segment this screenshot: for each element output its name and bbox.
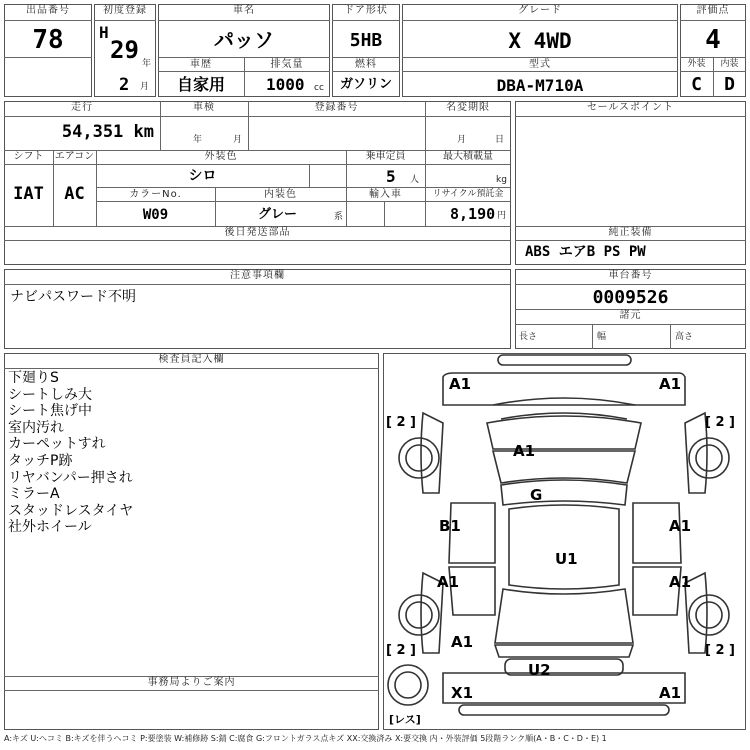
interior-grade-label: 内装 [720, 59, 739, 69]
notes-box [4, 269, 511, 349]
dimensions-label: 諸元 [619, 310, 642, 321]
history-label: 車歴 [190, 59, 212, 70]
name-change-label: 名変期限 [446, 102, 490, 113]
model-code-label: 型式 [529, 59, 551, 70]
max-load-label: 最大積載量 [443, 151, 493, 162]
inspector-note: シートしみ大 [8, 386, 92, 403]
inspector-notes-list [8, 370, 133, 536]
genuine-label: 純正装備 [608, 227, 653, 238]
car-name-value: パッソ [214, 28, 274, 52]
yen-unit: 円 [497, 211, 507, 221]
era-value: H [99, 23, 109, 42]
recycle-value: 8,190 [450, 205, 496, 223]
inspector-label: 検査員記入欄 [158, 354, 225, 365]
office-label: 事務局よりご案内 [147, 677, 236, 688]
capacity-label: 乗車定員 [365, 151, 406, 162]
first-registration-label: 初度登録 [103, 5, 147, 16]
int-color-label: 内装色 [264, 189, 297, 200]
name-change-day-unit: 日 [495, 135, 505, 145]
inspection-month-unit: 月 [233, 135, 243, 145]
mark-windshield: G [530, 486, 543, 504]
chassis-label: 車台番号 [608, 270, 653, 281]
inspector-note: リヤバンパー押され [8, 469, 133, 486]
genuine-value: ABS エアB PS PW [525, 244, 646, 260]
inspector-note: カーペットすれ [8, 436, 106, 453]
year-unit: 年 [142, 59, 152, 69]
bracket-rear-right: [ 2 ] [705, 643, 735, 658]
aircon-value: AC [64, 184, 85, 204]
car-damage-diagram [383, 353, 746, 730]
import-label: 輸入車 [369, 189, 402, 200]
exterior-grade-label: 外装 [687, 59, 706, 69]
mark-rear-left: X1 [451, 684, 474, 702]
kg-unit: kg [496, 175, 507, 185]
legend-text: A:キズ U:ヘコミ B:キズを伴うヘコミ P:要塗装 W:補修跡 S:錆 C:腐食 G:フロントガラス点キズ XX:交換済み X:要交換 内・外装評価 5段階ランク順(A・B・C・D・E) 1 [4, 734, 607, 743]
mark-right-front-door: A1 [669, 517, 692, 535]
car-name-label: 車名 [233, 5, 255, 16]
inspector-note: 社外ホイール [8, 519, 92, 536]
interior-grade-value: D [724, 74, 735, 95]
mark-left-rear-quarter: A1 [451, 633, 474, 651]
mark-roof: U1 [555, 550, 578, 568]
grade-label: グレード [518, 5, 562, 16]
mark-front-right: A1 [659, 375, 682, 393]
month-value: 2 [119, 75, 130, 95]
fuel-label: 燃料 [355, 59, 377, 70]
later-parts-label: 後日発送部品 [224, 227, 291, 238]
history-value: 自家用 [176, 75, 225, 94]
int-color-value: グレー [258, 207, 298, 222]
aircon-label: エアコン [54, 151, 95, 162]
score-value: 4 [705, 25, 721, 55]
ext-color-label: 外装色 [204, 151, 238, 162]
inspector-note: 室内汚れ [8, 419, 64, 436]
month-unit: 月 [140, 82, 150, 92]
inspection-label: 車検 [193, 102, 215, 113]
inspector-note: 下廻りS [8, 370, 59, 386]
door-value: 5HB [349, 30, 383, 51]
lot-number-label: 出品番号 [26, 5, 70, 16]
capacity-value: 5 [386, 167, 396, 186]
mark-left-front-door: B1 [439, 517, 461, 535]
color-no-label: カラーNo. [129, 189, 182, 200]
mark-rear-right: A1 [659, 684, 682, 702]
grade-value: X 4WD [508, 29, 572, 53]
person-unit: 人 [410, 175, 420, 185]
inspector-note: シート焦げ中 [8, 403, 92, 420]
height-label: 高さ [675, 332, 694, 342]
displacement-label: 排気量 [270, 59, 304, 70]
reg-no-label: 登録番号 [314, 102, 359, 113]
mark-right-rear-door: A1 [669, 573, 692, 591]
score-label: 評価点 [696, 5, 730, 16]
spare-tire-label: [レス] [389, 713, 421, 726]
fuel-value: ガソリン [339, 77, 392, 92]
mark-rear-bumper: U2 [528, 661, 551, 679]
mark-front-left: A1 [449, 375, 472, 393]
notes-value: ナビパスワード不明 [10, 289, 136, 305]
model-code-value: DBA-M710A [496, 76, 584, 95]
mark-hood: A1 [513, 442, 536, 460]
name-change-month-unit: 月 [457, 135, 467, 145]
length-label: 長さ [519, 332, 538, 342]
mileage-label: 走行 [71, 102, 93, 113]
color-no-value: W09 [142, 207, 169, 223]
shift-value: IAT [13, 184, 44, 204]
exterior-grade-value: C [691, 74, 702, 95]
shift-label: シフト [13, 151, 44, 162]
bracket-rear-left: [ 2 ] [386, 643, 416, 658]
notes-label: 注意事項欄 [230, 270, 285, 281]
ext-color-value: シロ [188, 168, 217, 184]
inspection-year-unit: 年 [193, 135, 203, 145]
mileage-value: 54,351 km [61, 122, 154, 142]
inspector-note: タッチP跡 [8, 452, 73, 469]
year-value: 29 [110, 36, 139, 64]
series-unit: 系 [334, 212, 344, 222]
sales-point-label: セールスポイント [586, 102, 675, 113]
inspector-note: スタッドレスタイヤ [8, 502, 134, 519]
recycle-label: リサイクル預託金 [432, 189, 504, 199]
bracket-front-left: [ 2 ] [386, 415, 416, 430]
displacement-value: 1000 [266, 75, 305, 94]
inspector-note: ミラーA [8, 486, 60, 503]
cc-unit: cc [314, 83, 324, 93]
lot-number-value: 78 [32, 25, 64, 55]
door-label: ドア形状 [344, 5, 388, 16]
mark-left-rear-door: A1 [437, 573, 460, 591]
bracket-front-right: [ 2 ] [705, 415, 735, 430]
chassis-value: 0009526 [592, 287, 669, 308]
width-label: 幅 [597, 332, 607, 342]
